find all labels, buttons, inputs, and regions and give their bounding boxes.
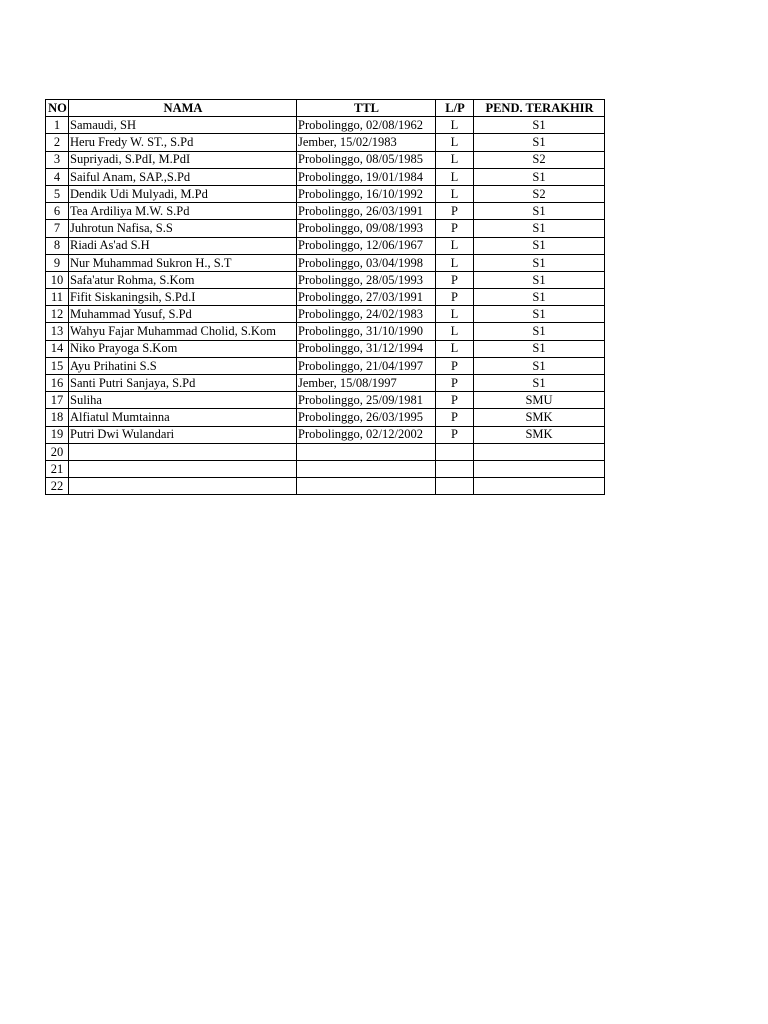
cell-no: 8 [46, 237, 69, 254]
cell-nama: Santi Putri Sanjaya, S.Pd [69, 375, 297, 392]
cell-lp [436, 443, 474, 460]
cell-pend: SMK [474, 426, 605, 443]
cell-ttl [297, 443, 436, 460]
cell-pend: S1 [474, 254, 605, 271]
cell-lp: P [436, 203, 474, 220]
table-row [46, 375, 605, 392]
cell-ttl: Probolinggo, 09/08/1993 [297, 220, 436, 237]
cell-nama [69, 460, 297, 477]
cell-no: 13 [46, 323, 69, 340]
cell-nama: Niko Prayoga S.Kom [69, 340, 297, 357]
cell-nama: Wahyu Fajar Muhammad Cholid, S.Kom [69, 323, 297, 340]
cell-nama: Tea Ardiliya M.W. S.Pd [69, 203, 297, 220]
cell-pend: S1 [474, 357, 605, 374]
cell-no: 11 [46, 289, 69, 306]
table-body [46, 117, 605, 495]
table-row [46, 323, 605, 340]
cell-nama: Heru Fredy W. ST., S.Pd [69, 134, 297, 151]
cell-lp: L [436, 168, 474, 185]
cell-pend: S1 [474, 289, 605, 306]
cell-nama: Muhammad Yusuf, S.Pd [69, 306, 297, 323]
cell-pend: S1 [474, 237, 605, 254]
cell-pend: S1 [474, 271, 605, 288]
cell-nama: Samaudi, SH [69, 117, 297, 134]
cell-no: 4 [46, 168, 69, 185]
cell-ttl: Probolinggo, 08/05/1985 [297, 151, 436, 168]
cell-lp: P [436, 392, 474, 409]
cell-lp: P [436, 375, 474, 392]
cell-nama: Nur Muhammad Sukron H., S.T [69, 254, 297, 271]
table-row [46, 289, 605, 306]
cell-pend [474, 443, 605, 460]
cell-lp: P [436, 426, 474, 443]
cell-pend: S2 [474, 151, 605, 168]
cell-lp: L [436, 340, 474, 357]
table-row [46, 134, 605, 151]
cell-pend: S1 [474, 375, 605, 392]
cell-nama: Riadi As'ad S.H [69, 237, 297, 254]
header-pend: PEND. TERAKHIR [474, 100, 605, 117]
cell-ttl: Probolinggo, 02/12/2002 [297, 426, 436, 443]
cell-no: 6 [46, 203, 69, 220]
cell-ttl: Probolinggo, 31/10/1990 [297, 323, 436, 340]
cell-pend: S2 [474, 185, 605, 202]
cell-lp: P [436, 289, 474, 306]
cell-pend: S1 [474, 340, 605, 357]
cell-no: 22 [46, 478, 69, 495]
cell-ttl [297, 460, 436, 477]
cell-no: 18 [46, 409, 69, 426]
cell-ttl: Probolinggo, 26/03/1991 [297, 203, 436, 220]
header-ttl: TTL [297, 100, 436, 117]
cell-no: 9 [46, 254, 69, 271]
cell-lp: P [436, 357, 474, 374]
cell-pend: S1 [474, 168, 605, 185]
cell-lp: L [436, 151, 474, 168]
cell-ttl: Probolinggo, 28/05/1993 [297, 271, 436, 288]
cell-no: 20 [46, 443, 69, 460]
cell-no: 14 [46, 340, 69, 357]
cell-ttl: Probolinggo, 24/02/1983 [297, 306, 436, 323]
header-no: NO [46, 100, 69, 117]
table-row [46, 203, 605, 220]
table-row [46, 185, 605, 202]
cell-no: 3 [46, 151, 69, 168]
cell-nama: Saiful Anam, SAP.,S.Pd [69, 168, 297, 185]
table-row [46, 460, 605, 477]
cell-lp: L [436, 117, 474, 134]
table-row [46, 409, 605, 426]
cell-no: 1 [46, 117, 69, 134]
cell-nama: Dendik Udi Mulyadi, M.Pd [69, 185, 297, 202]
cell-ttl: Jember, 15/02/1983 [297, 134, 436, 151]
cell-lp: L [436, 254, 474, 271]
cell-pend: S1 [474, 306, 605, 323]
table-row [46, 340, 605, 357]
table-row [46, 478, 605, 495]
cell-pend [474, 478, 605, 495]
cell-lp: L [436, 185, 474, 202]
cell-nama [69, 443, 297, 460]
cell-lp: P [436, 271, 474, 288]
table-row [46, 271, 605, 288]
cell-pend: S1 [474, 203, 605, 220]
cell-nama: Ayu Prihatini S.S [69, 357, 297, 374]
cell-no: 2 [46, 134, 69, 151]
cell-no: 5 [46, 185, 69, 202]
cell-pend: SMU [474, 392, 605, 409]
table-row [46, 392, 605, 409]
table-row [46, 151, 605, 168]
cell-ttl: Probolinggo, 03/04/1998 [297, 254, 436, 271]
cell-nama [69, 478, 297, 495]
cell-pend: S1 [474, 323, 605, 340]
cell-ttl: Probolinggo, 19/01/1984 [297, 168, 436, 185]
cell-pend [474, 460, 605, 477]
table-row [46, 220, 605, 237]
cell-no: 21 [46, 460, 69, 477]
table-row [46, 443, 605, 460]
cell-ttl: Probolinggo, 02/08/1962 [297, 117, 436, 134]
cell-no: 12 [46, 306, 69, 323]
cell-no: 15 [46, 357, 69, 374]
cell-lp: L [436, 306, 474, 323]
cell-nama: Putri Dwi Wulandari [69, 426, 297, 443]
cell-nama: Safa'atur Rohma, S.Kom [69, 271, 297, 288]
cell-nama: Suliha [69, 392, 297, 409]
cell-nama: Fifit Siskaningsih, S.Pd.I [69, 289, 297, 306]
cell-ttl: Probolinggo, 31/12/1994 [297, 340, 436, 357]
cell-nama: Supriyadi, S.PdI, M.PdI [69, 151, 297, 168]
cell-ttl: Probolinggo, 25/09/1981 [297, 392, 436, 409]
cell-ttl: Probolinggo, 27/03/1991 [297, 289, 436, 306]
staff-table-container [45, 99, 605, 495]
table-row [46, 426, 605, 443]
cell-no: 17 [46, 392, 69, 409]
table-row [46, 168, 605, 185]
cell-no: 16 [46, 375, 69, 392]
cell-pend: S1 [474, 117, 605, 134]
cell-ttl: Probolinggo, 26/03/1995 [297, 409, 436, 426]
table-row [46, 357, 605, 374]
cell-ttl: Jember, 15/08/1997 [297, 375, 436, 392]
table-row [46, 306, 605, 323]
table-header-row [46, 100, 605, 117]
cell-lp: L [436, 134, 474, 151]
cell-lp: P [436, 220, 474, 237]
table-row [46, 254, 605, 271]
cell-lp [436, 460, 474, 477]
table-row [46, 117, 605, 134]
cell-ttl: Probolinggo, 16/10/1992 [297, 185, 436, 202]
header-lp: L/P [436, 100, 474, 117]
cell-no: 19 [46, 426, 69, 443]
cell-lp: L [436, 323, 474, 340]
cell-lp: L [436, 237, 474, 254]
staff-table [45, 99, 605, 495]
table-row [46, 237, 605, 254]
cell-no: 7 [46, 220, 69, 237]
cell-ttl: Probolinggo, 21/04/1997 [297, 357, 436, 374]
cell-pend: S1 [474, 220, 605, 237]
cell-nama: Alfiatul Mumtainna [69, 409, 297, 426]
cell-lp: P [436, 409, 474, 426]
cell-pend: S1 [474, 134, 605, 151]
cell-pend: SMK [474, 409, 605, 426]
header-nama: NAMA [69, 100, 297, 117]
cell-nama: Juhrotun Nafisa, S.S [69, 220, 297, 237]
cell-no: 10 [46, 271, 69, 288]
cell-ttl [297, 478, 436, 495]
cell-lp [436, 478, 474, 495]
cell-ttl: Probolinggo, 12/06/1967 [297, 237, 436, 254]
